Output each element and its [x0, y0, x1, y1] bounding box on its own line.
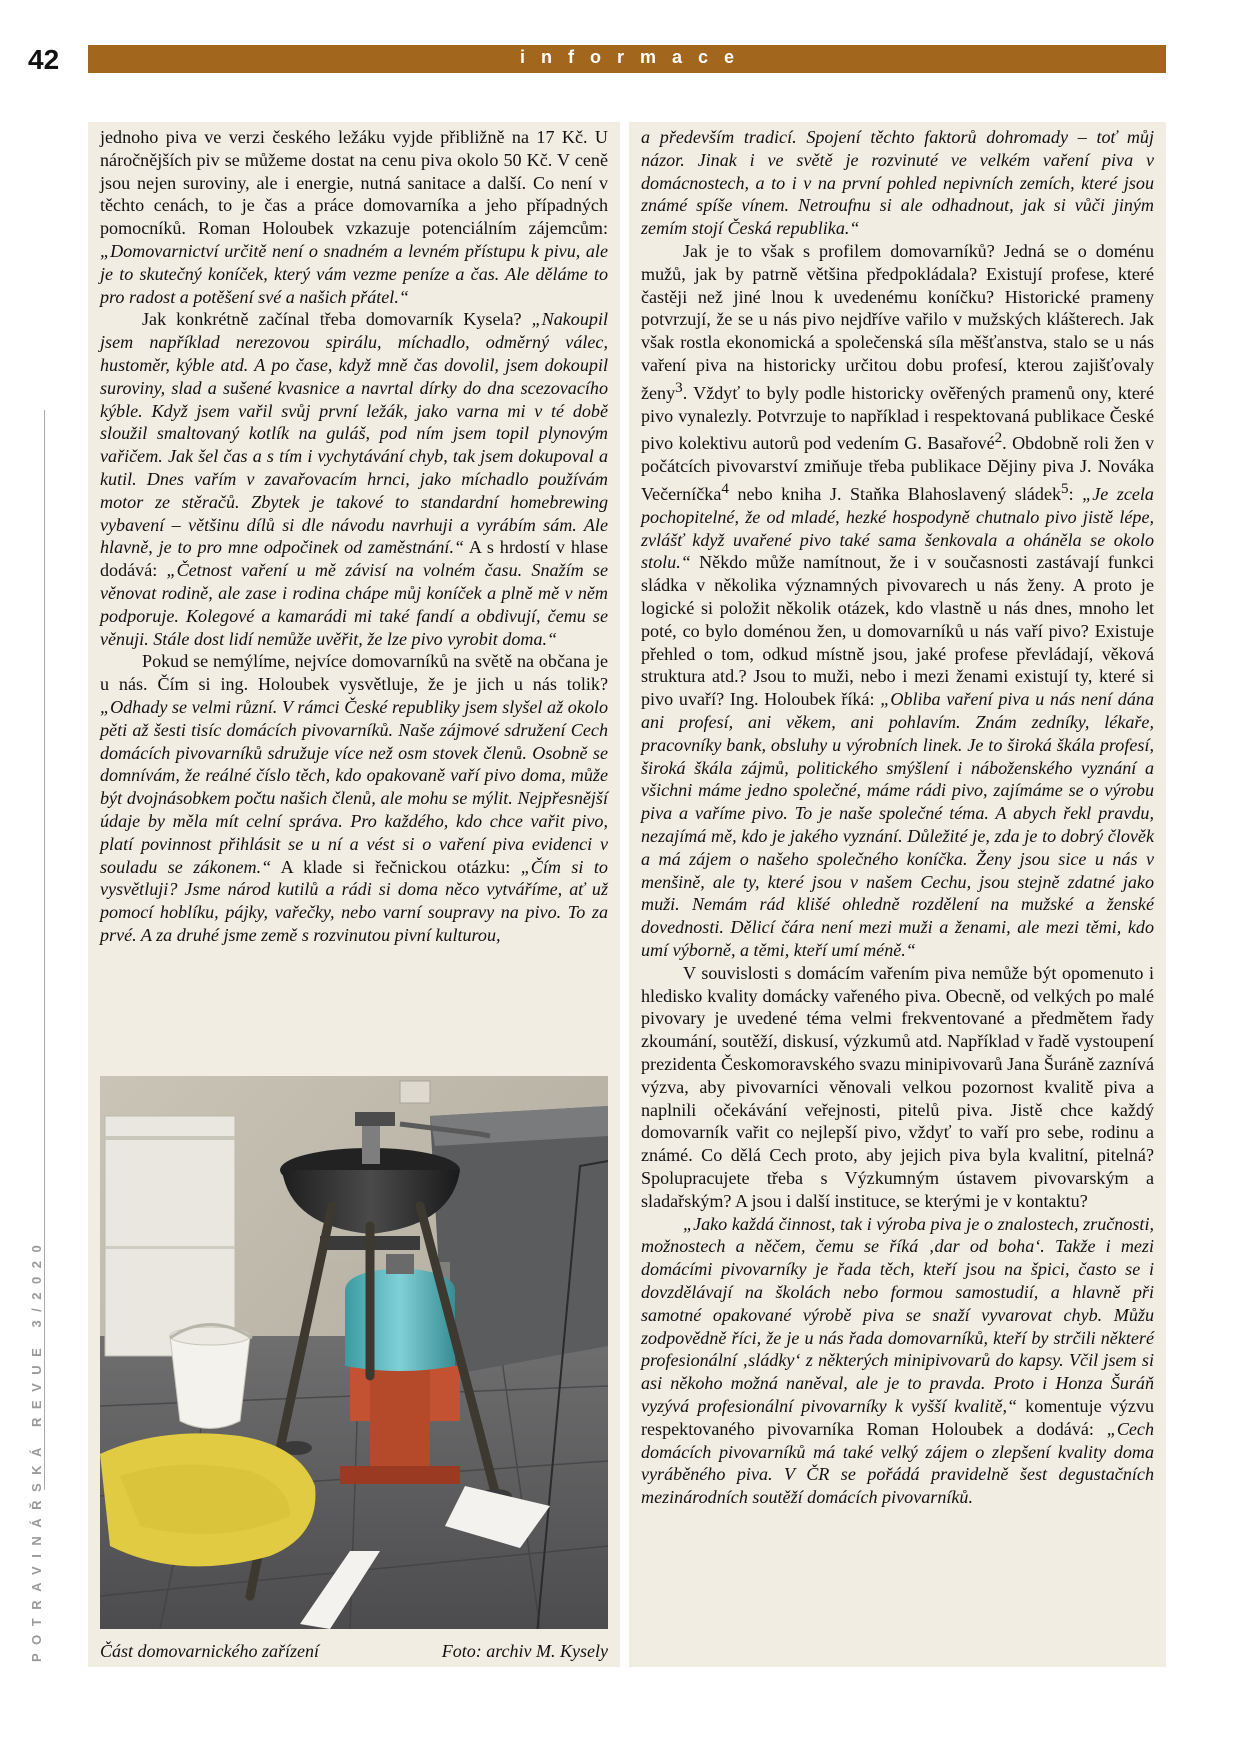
photo-homebrew-equipment — [100, 1076, 608, 1629]
photo-credit: Foto: archiv M. Kysely — [441, 1641, 608, 1661]
paragraph: Jak konkrétně začínal třeba domovarník Kysela? „Nakoupil jsem například nerezovou spirálu, míchadlo, odměrný válec, hustoměr, kýble atd. A po čase, když mně čas dovolil, jsem dokoupil suroviny, slad a sušené kvasnice a navrtal dírky do dna scezovacího kýble. Když jsem vařil svůj první ležák, jako varna mi v té době sloužil smaltovaný kotlík na guláš, pod ním jsem topil plynovým vařičem. Jak šel čas a s tím i vychytávání chyb, tak jsem dokupoval a kutil. Dnes vařím v zavařovacím hrnci, jako míchadlo používám motor ze stěračů. Zbytek je takové to standardní homebrewing vybavení – většinu dílů si dle návodu navrhuji a vyrábím sám. Ale hlavně, je to pro mne odpočinek od zaměstnání.“ A s hrdostí v hlase dodává: „Četnost vaření u mě závisí na volném času. Snažím se věnovat rodině, ale zase i rodina chápe můj koníček a plně mě v něm podporuje. Kolegové a kamarádi mi také fandí a obdivují, čemu se věnuji. Stále dost lidí nemůže uvěřit, že lze pivo vyrobit doma.“ — [100, 309, 608, 649]
right-column-text — [629, 122, 1166, 1509]
right-column — [629, 122, 1166, 1667]
left-column — [88, 122, 620, 1667]
paragraph: a především tradicí. Spojení těchto faktorů dohromady – toť můj názor. Jinak i ve světě je rozvinuté ve velkém vaření piva v domácnostech, a to i v na první pohled nepivních zemích, které jsou známé spíše vínem. Netroufnu si ale odhadnout, jak si vůči jiným zemím stojí Česká republika.“ — [641, 127, 1154, 239]
footnote-ref: 4 — [721, 481, 729, 498]
paragraph: V souvislosti s domácím vařením piva nemůže být opomenuto i hledisko kvality domácky vařeného piva. Obecně, od velkých po malé pivovary je uvedené téma velmi frekventované a předmětem řady zkoumání, soutěží, diskusí, výzkumů atd. Například v řadě vystoupení prezidenta Českomoravského svazu minipivovarů Jana Šuráně zaznívá výzva, aby pivovarníci věnovali velkou pozornost kvalitě piva a naplnili očekávání veřejnosti, pitelů piva. Jistě chce každý domovarník vařit co nejlepší pivo, vždyť to vaří pro sebe, rodinu a známé. Co dělá Cech proto, aby jejich piva byla kvalitní, pitelná? Spolupracujete třeba s Výzkumným ústavem pivovarským a sladařským? A jsou i další instituce, se kterými je v kontaktu? — [641, 962, 1154, 1211]
footnote-ref: 3 — [675, 379, 683, 396]
paragraph: Jak je to však s profilem domovarníků? Jedná se o doménu mužů, jak by patrně většina předpokládala? Existují profese, které častěji než jiné lnou k uvedenému koníčku? Historické prameny potvrzují, že se u nás pivo nejdříve vařilo v mužských klášterech. Jak však rostla ekonomická a společenská síla měšťanstva, stalo se u nás vaření piva na historicky určitou dobu profesí, kterou zajišťovaly ženy$^3$. Vždyť to byly podle historicky ověřených pramenů ony, které pivo vynalezly. Potvrzuje to například i respektovaná publikace České pivo kolektivu autorů pod vedením G. Basařové$^2$. Obdobně roli žen v počátcích pivovarství zmiňuje třeba publikace Dějiny piva J. Nováka Večerníčka$^4$ nebo kniha J. Staňka Blahoslavený sládek$^5$: „Je zcela pochopitelné, že od mladé, hezké hospodyně chutnalo pivo jistě lépe, zvlášť když uvařené pivo také sama šenkovala a oháněla se okolo stolu.“ Někdo může namítnout, že i v současnosti zastávají funkci sládka v několika významných pivovarech u nás ženy. A proto je logické si položit několik otázek, kdo vlastně u nás dnes, mnoho let poté, co bylo doménou žen, u domovarníků u nás vaří pivo? Existuje přehled o tom, odkud místně jsou, jaké profese převládají, věková struktura atd.? Jsou to muži, nebo i mezi ženami existují ty, které si pivo uvaří? Ing. Holoubek říká: „Obliba vaření piva u nás není dána ani profesí, ani věkem, ani pohlavím. Znám zedníky, lékaře, pracovníky bank, obsluhy u výrobních linek. Je to široká škála profesí, široká škála zájmů, politického smýšlení i náboženského vyznání a všichni máme jedno společné, máme rádi pivo, zajímáme se o výrobu piva a vaříme pivo. To je naše společné téma. A abych řekl pravdu, nezajímá mě, kdo je jakého vyznání. Důležité je, zda je to dobrý člověk a má zájem o našeho společného koníčka. Ženy jsou sice u nás v menšině, ale ty, které jsou v našem Cechu, jsou stejně zdatné jako muži. Nemám rád klišé ohledně rozdělení na mužské a ženské dovednosti. Dělicí čára není mezi muži a ženami, ale mezi těmi, kdo umí výborně, a těmi, kteří umí méně.“ — [641, 240, 1154, 960]
footnote-ref: 5 — [1061, 481, 1069, 498]
photo-illustration — [100, 1076, 608, 1629]
paragraph: Pokud se nemýlíme, nejvíce domovarníků na světě na občana je u nás. Čím si ing. Holoubek vysvětluje, že je jich u nás tolik? „Odhady se velmi různí. V rámci České republiky jsem slyšel až okolo pěti až šesti tisíc domácích pivovarníků. Naše zájmové sdružení Cech domácích pivovarníků sdružuje více než osm stovek členů. Osobně se domnívám, že reálné číslo těch, kdo opakovaně vaří pivo doma, může být dvojnásobkem počtu našich členů, ale mohu se mýlit. Nejpřesnější údaje by měla mít celní správa. Pro každého, kdo chce vařit pivo, platí povinnost přihlásit se u ní a vést si o vaření piva evidenci v souladu se zákonem.“ A klade si řečnickou otázku: „Čím si to vysvětluji? Jsme národ kutilů a rádi si doma něco vytváříme, ať už pomocí hoblíku, pájky, vařečky, nebo varní soupravy na pivo. To za prvé. A za druhé jsme země s rozvinutou pivní kulturou, — [100, 651, 608, 945]
paragraph: jednoho piva ve verzi českého ležáku vyjde přibližně na 17 Kč. U náročnějších piv se můžeme dostat na cenu piva okolo 50 Kč. V ceně jsou nejen suroviny, ale i energie, nutná sanitace a další. Co není v těchto cenách, to je čas a práce domovarníka a jeho případných pomocníků. Roman Holoubek vzkazuje potenciálním zájemcům: „Domovarnictví určitě není o snadném a levném přístupu k pivu, ale je to skutečný koníček, který vám vezme peníze a čas. Ale děláme to pro radost a potěšení své a našich přátel.“ — [100, 127, 608, 307]
page-number: 42 — [28, 44, 60, 75]
left-column-text — [88, 122, 620, 947]
journal-name: POTRAVINÁŘSKÁ REVUE 3/2020 — [29, 1236, 44, 1662]
paragraph: „Jako každá činnost, tak i výroba piva je o znalostech, zručnosti, možnostech a něčem, čemu se říká ‚dar od boha‘. Takže i mezi domácími pivovarníky je řada těch, kteří jsou na špici, často se i dovzdělávají na školách nebo formou samostudií, a hlavně při samotné opakované výrobě piva se snaží vyvarovat chyb. Můžu zodpovědně říci, že je u nás řada domovarníků, kteří by strčili některé profesionální ‚sládky‘ z některých minipivovarů do kapsy. Včil jsem si asi někoho možná naněval, ale je to pravda. Proto i Honza Šuráň vyzývá profesionální pivovarníky k vyšší kvalitě,“ komentuje výzvu respektovaného pivovarníka Roman Holoubek a dodává: „Cech domácích pivovarníků má také velký zájem o zlepšení kvality doma vyráběného piva. V ČR se pořádá pravidelně šest degustačních mezinárodních soutěží domácích pivovarníků. — [641, 1213, 1154, 1508]
section-title: informace — [520, 47, 751, 67]
sidebar-divider — [44, 410, 45, 1490]
footnote-ref: 2 — [994, 430, 1003, 447]
photo-caption: Část domovarnického zařízení — [100, 1641, 319, 1661]
